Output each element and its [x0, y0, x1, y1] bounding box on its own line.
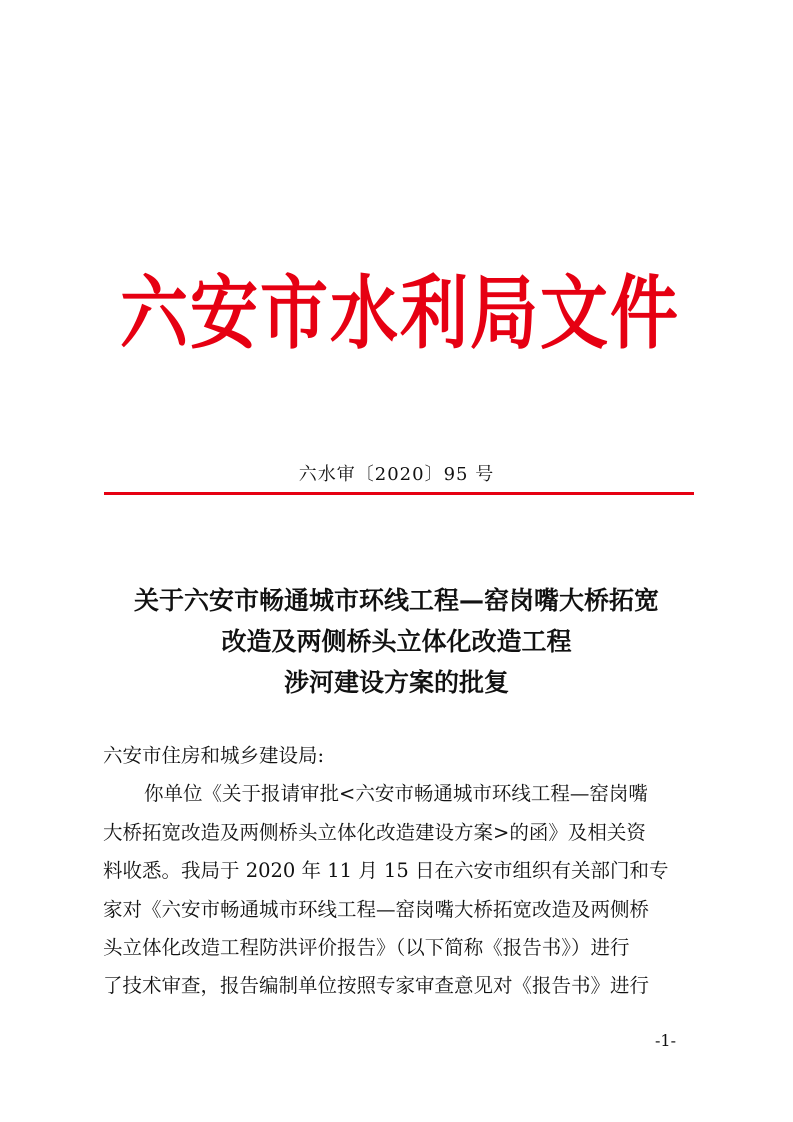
document-title	[100, 580, 693, 703]
title-line-2: 改造及两侧桥头立体化改造工程	[221, 627, 572, 656]
body-line-6: 了技术审查，报告编制单位按照专家审查意见对《报告书》进行	[103, 974, 650, 998]
title-line-3: 涉河建设方案的批复	[283, 668, 509, 697]
salutation: 六安市住房和城乡建设局:	[103, 744, 325, 767]
body-line-3: 料收悉。我局于 2020 年 11 月 15 日在六安市组织有关部门和专	[103, 859, 669, 883]
body-line-4: 家对《六安市畅通城市环线工程—窑岗嘴大桥拓宽改造及两侧桥	[103, 897, 650, 921]
document-number: 六水审〔2020〕95 号	[298, 464, 495, 485]
body-line-2: 大桥拓宽改造及两侧桥头立体化改造建设方案>的函》及相关资	[103, 820, 646, 844]
masthead-title: 六安市水利局文件	[119, 266, 680, 362]
document-body	[103, 737, 701, 1006]
body-line-1: 你单位《关于报请审批<六安市畅通城市环线工程—窑岗嘴	[144, 782, 648, 806]
title-line-1: 关于六安市畅通城市环线工程—窑岗嘴大桥拓宽	[133, 586, 659, 615]
body-line-5: 头立体化改造工程防洪评价报告》（以下简称《报告书》）进行	[103, 935, 630, 959]
red-divider-line	[104, 492, 694, 495]
page-number: -1-	[655, 1031, 676, 1050]
